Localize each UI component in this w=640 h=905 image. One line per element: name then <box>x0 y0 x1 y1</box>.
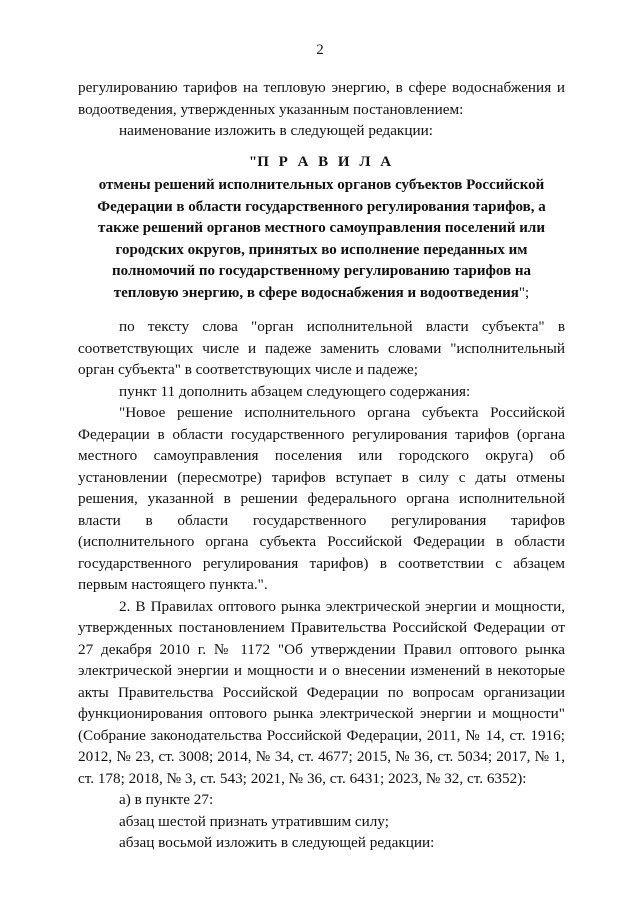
paragraph-sixth-abzac: абзац шестой признать утратившим силу; <box>119 812 389 830</box>
spacer <box>78 304 565 316</box>
paragraph-eighth-abzac: абзац восьмой изложить в следующей редакции: <box>119 834 435 851</box>
rules-subtitle-tail: "; <box>518 284 530 301</box>
paragraph-item-11: пункт 11 дополнить абзацем следующего содержания: <box>119 382 471 400</box>
rules-title: П Р А В И Л А <box>257 153 395 170</box>
rules-subtitle <box>78 175 565 304</box>
page-number: 2 <box>316 42 324 58</box>
paragraph-replace-words: по тексту слова "орган исполнительной власти субъекта" в соответствующих числе и падеже заменить словами "исполнительный орган субъекта" в соответствующих числе и падеже; <box>78 318 565 378</box>
paragraph-new-decision: "Новое решение исполнительного органа субъекта Российской Федерации в области государственного регулирования тарифов (органа местного самоуправления поселения или городского округа) об установлении (пересмотре) тарифов вступает в силу с даты отмены решения, указанной в решении федерального органа исполнительной власти в области государственного регулирования тарифов (исполнительного органа субъекта Российской Федерации в области государственного регулирования тарифов) в соответствии с абзацем первым настоящего пункта.". <box>78 404 565 593</box>
paragraph-rename-instruction: наименование изложить в следующей редакции: <box>119 122 433 139</box>
document-body <box>78 77 565 854</box>
rules-subtitle-text: отмены решений исполнительных органов субъектов Российской Федерации в области государственного регулирования тарифов, а также решений органов местного самоуправления поселений или городских округов, принятых во исполнение переданных им полномочий по государственному регулированию тарифов на тепловую энергию, в сфере водоснабжения и водоотведения <box>97 177 546 301</box>
paragraph-continuation: регулированию тарифов на тепловую энергию, в сфере водоснабжения и водоотведения, утвержденных указанным постановлением: <box>78 79 565 118</box>
rules-heading <box>78 152 565 174</box>
paragraph-item-27: а) в пункте 27: <box>119 791 214 808</box>
rules-open-quote: " <box>248 153 258 170</box>
paragraph-section-2: 2. В Правилах оптового рынка электрической энергии и мощности, утвержденных постановлением Правительства Российской Федерации от 27 декабря 2010 г. № 1172 "Об утверждении Правил оптового рынка электрической энергии и мощности и о внесении изменений в некоторые акты Правительства Российской Федерации по вопросам организации функционирования оптового рынка электрической энергии и мощности" (Собрание законодательства Российской Федерации, 2011, № 14, ст. 1916; 2012, № 23, ст. 3008; 2014, № 34, ст. 4677; 2015, № 36, ст. 5034; 2017, № 1, ст. 178; 2018, № 3, ст. 543; 2021, № 36, ст. 6431; 2023, № 32, ст. 6352): <box>78 597 565 787</box>
